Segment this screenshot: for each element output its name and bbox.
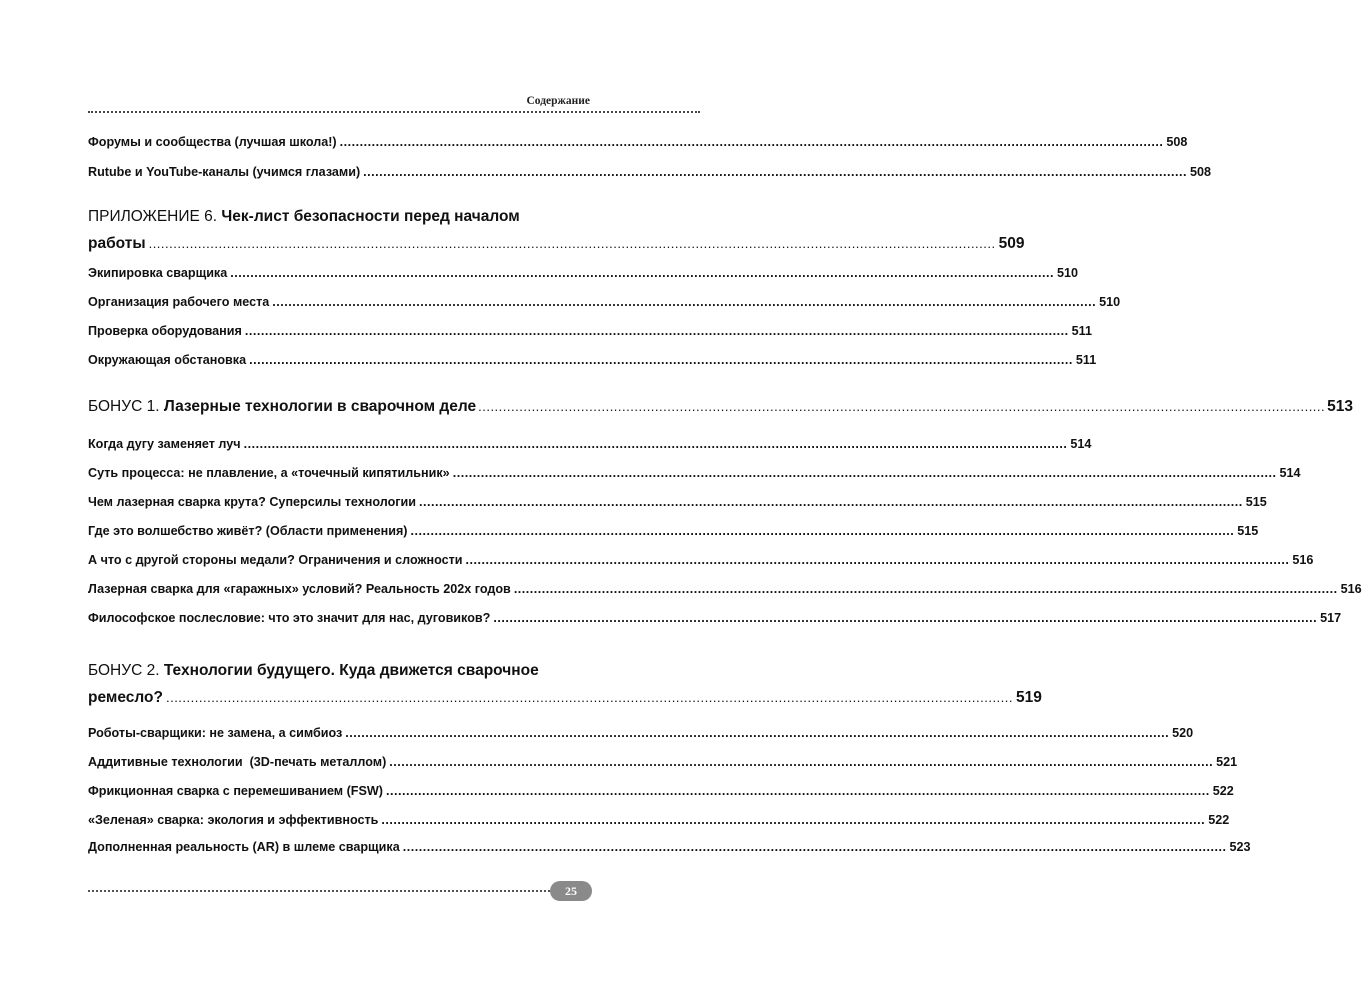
toc-entry-title: Фрикционная сварка с перемешиванием (FSW)	[88, 784, 383, 798]
header-dotted-rule	[88, 111, 700, 113]
toc-entry[interactable]	[88, 755, 1238, 769]
toc-entry-title: Проверка оборудования	[88, 324, 242, 338]
section-prefix: БОНУС 2.	[88, 662, 160, 679]
toc-entry-page: 516	[1292, 553, 1314, 567]
dot-leader	[345, 726, 1169, 740]
section-prefix: ПРИЛОЖЕНИЕ 6.	[88, 208, 218, 225]
toc-entry-page: 511	[1075, 353, 1097, 367]
dot-leader	[514, 582, 1338, 596]
dot-leader	[245, 324, 1069, 338]
toc-entry[interactable]	[88, 813, 1230, 827]
toc-entry-page: 510	[1057, 266, 1079, 280]
toc-entry-page: 514	[1279, 466, 1301, 480]
running-header-title: Содержание	[526, 95, 590, 107]
section-title: Лазерные технологии в сварочном деле	[163, 398, 477, 415]
page-number-badge: 25	[550, 881, 592, 901]
toc-entry[interactable]	[88, 466, 1301, 480]
toc-entry-title: Чем лазерная сварка крута? Суперсилы технологии	[88, 495, 416, 509]
toc-entry-title: Организация рабочего места	[88, 295, 270, 309]
dot-leader	[389, 755, 1213, 769]
toc-entry-page: 511	[1071, 324, 1092, 338]
toc-entry-page: 522	[1212, 784, 1234, 798]
toc-entry-page: 508	[1189, 165, 1211, 179]
toc-entry[interactable]	[88, 524, 1259, 538]
toc-entry-title: Дополненная реальность (AR) в шлеме сварщика	[88, 840, 400, 854]
toc-entry-title: Лазерная сварка для «гаражных» условий? Реальность 202х годов	[88, 582, 511, 596]
dot-leader	[244, 437, 1068, 451]
toc-entry-title: Аддитивные технологии (3D-печать металлом)	[88, 755, 387, 769]
toc-entry-page: 523	[1229, 840, 1251, 854]
toc-entry[interactable]	[88, 437, 1092, 451]
toc-entry-title: Где это волшебство живёт? (Области применения)	[88, 524, 408, 538]
toc-entry[interactable]	[88, 553, 1314, 567]
toc-entry-title: Философское послесловие: что это значит для нас, дуговиков?	[88, 611, 491, 625]
dot-leader	[493, 611, 1317, 625]
toc-entry-title: Когда дугу заменяет луч	[88, 437, 241, 451]
footer-dotted-rule	[88, 890, 550, 892]
toc-section-appendix-6[interactable]	[88, 208, 1025, 253]
toc-entry[interactable]	[88, 726, 1194, 740]
toc-entry-title: Форумы и сообщества (лучшая школа!)	[88, 135, 337, 149]
toc-section-bonus-2[interactable]	[88, 662, 1042, 707]
dot-leader	[166, 690, 1013, 705]
toc-entry-page: 515	[1237, 524, 1259, 538]
section-title: Чек-лист безопасности перед началом	[221, 208, 520, 225]
section-page: 513	[1327, 398, 1354, 415]
toc-entry[interactable]	[88, 353, 1097, 367]
toc-entry[interactable]	[88, 840, 1251, 854]
toc-entry-page: 510	[1099, 295, 1121, 309]
toc-entry[interactable]	[88, 324, 1092, 338]
toc-entry[interactable]	[88, 582, 1362, 596]
dot-leader	[403, 840, 1227, 854]
toc-entry-title: Rutube и YouTube-каналы (учимся глазами)	[88, 165, 361, 179]
toc-entry-page: 516	[1340, 582, 1362, 596]
dot-leader	[419, 495, 1243, 509]
toc-entry-title: «Зеленая» сварка: экология и эффективность	[88, 813, 379, 827]
toc-entry-page: 517	[1320, 611, 1342, 625]
toc-entry[interactable]	[88, 266, 1079, 280]
toc-entry-page: 508	[1166, 135, 1188, 149]
toc-entry-title: А что с другой стороны медали? Ограничения и сложности	[88, 553, 463, 567]
toc-entry[interactable]	[88, 135, 1188, 149]
toc-entry[interactable]	[88, 165, 1211, 179]
section-title-cont: ремесло?	[88, 689, 163, 706]
section-title-cont: работы	[88, 235, 146, 252]
toc-entry-page: 520	[1172, 726, 1194, 740]
dot-leader	[466, 553, 1290, 567]
toc-entry[interactable]	[88, 611, 1342, 625]
toc-entry[interactable]	[88, 495, 1267, 509]
dot-leader	[411, 524, 1235, 538]
toc-entry-page: 522	[1208, 813, 1230, 827]
section-title: Технологии будущего. Куда движется сварочное	[163, 662, 539, 679]
section-page: 519	[1016, 689, 1042, 706]
toc-section-bonus-1[interactable]	[88, 398, 1354, 416]
toc-entry-title: Экипировка сварщика	[88, 266, 228, 280]
toc-entry-page: 515	[1245, 495, 1267, 509]
toc-entry-page: 514	[1070, 437, 1092, 451]
dot-leader	[363, 165, 1187, 179]
dot-leader	[149, 236, 996, 251]
dot-leader	[272, 295, 1096, 309]
toc-entry-title: Суть процесса: не плавление, а «точечный кипятильник»	[88, 466, 450, 480]
toc-entry-title: Окружающая обстановка	[88, 353, 247, 367]
dot-leader	[340, 135, 1164, 149]
toc-entry-page: 521	[1216, 755, 1238, 769]
toc-entry[interactable]	[88, 295, 1121, 309]
dot-leader	[230, 266, 1054, 280]
toc-entry-title: Роботы-сварщики: не замена, а симбиоз	[88, 726, 343, 740]
dot-leader	[478, 399, 1325, 414]
toc-entry[interactable]	[88, 784, 1234, 798]
section-prefix: БОНУС 1.	[88, 398, 160, 415]
dot-leader	[381, 813, 1205, 827]
section-page: 509	[998, 235, 1025, 252]
dot-leader	[249, 353, 1073, 367]
dot-leader	[386, 784, 1210, 798]
dot-leader	[453, 466, 1277, 480]
